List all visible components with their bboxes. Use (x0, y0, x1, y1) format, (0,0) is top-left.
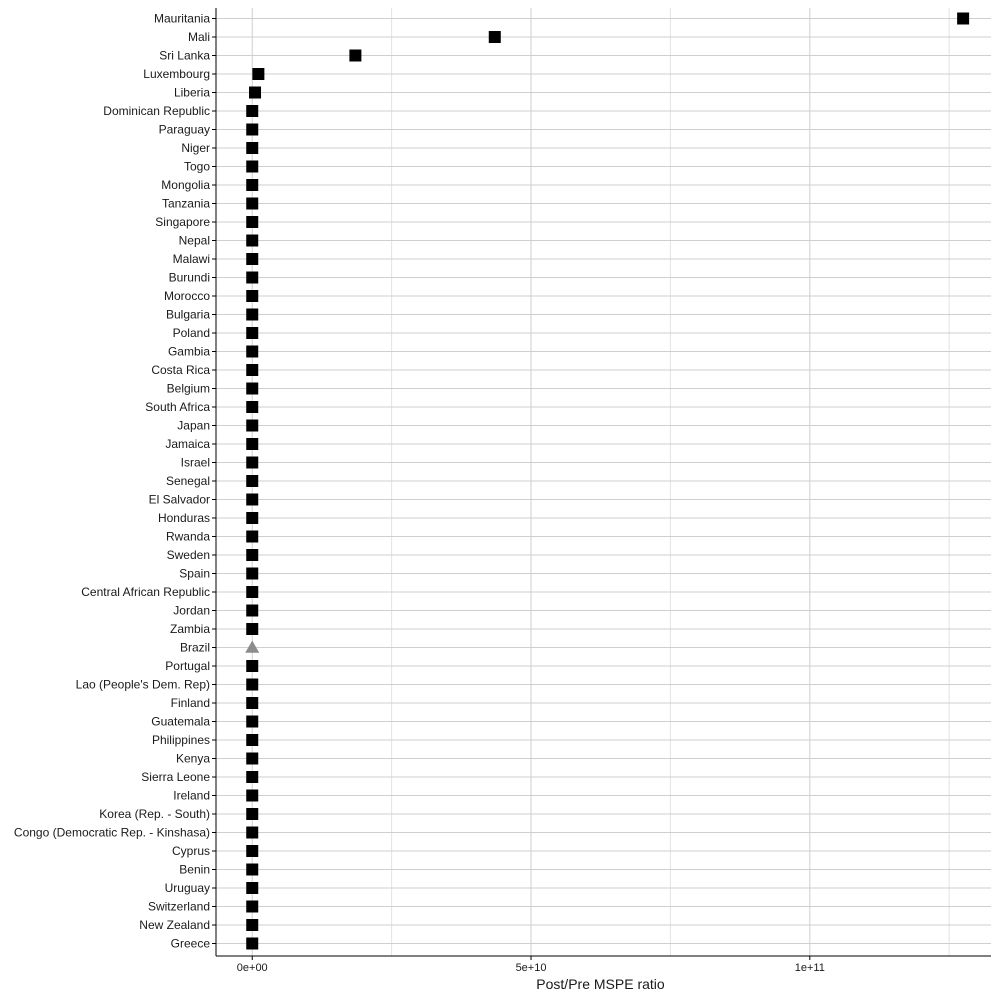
y-tick-label: Kenya (175, 751, 210, 766)
y-tick-label: Benin (179, 862, 210, 877)
square-marker (246, 882, 258, 894)
y-tick-label: Singapore (155, 215, 210, 229)
square-marker (246, 697, 258, 709)
y-tick-label: South Africa (145, 400, 210, 414)
x-tick-labels (237, 962, 825, 974)
square-marker (489, 31, 501, 43)
y-tick-label: Mauritania (153, 11, 210, 26)
y-tick-label: Belgium (166, 381, 210, 396)
y-tick-label: Costa Rica (151, 363, 210, 377)
y-tick-label: Nepal (178, 233, 210, 248)
square-marker (246, 327, 258, 339)
y-tick-label: Greece (170, 936, 210, 951)
square-marker (246, 531, 258, 543)
square-marker (246, 568, 258, 580)
square-marker (246, 753, 258, 765)
square-marker (246, 401, 258, 413)
y-tick-label: Uruguay (164, 881, 210, 895)
y-tick-label: Gambia (167, 344, 210, 359)
y-tick-label: Spain (179, 566, 210, 581)
square-marker (246, 216, 258, 228)
y-tick-label: Malawi (172, 252, 210, 266)
square-marker (249, 87, 261, 99)
square-marker (246, 790, 258, 802)
square-marker (252, 68, 264, 80)
square-marker (246, 253, 258, 265)
y-tick-label: Morocco (163, 289, 210, 303)
y-tick-label: Jamaica (165, 437, 210, 451)
y-tick-label: Senegal (165, 474, 210, 488)
y-tick-label: Sierra Leone (141, 770, 210, 784)
axis-layer (212, 8, 991, 960)
y-tick-label: Korea (Rep. - South) (99, 807, 210, 821)
square-marker (246, 346, 258, 358)
y-tick-label: Zambia (169, 622, 210, 636)
y-tick-label: Tanzania (161, 196, 210, 211)
square-marker (246, 827, 258, 839)
y-tick-label: Niger (181, 141, 210, 155)
highlight-triangle-marker (245, 641, 259, 653)
square-marker (246, 494, 258, 506)
grid-layer (216, 8, 991, 956)
y-tick-label: Japan (177, 418, 210, 433)
square-marker (246, 475, 258, 487)
y-tick-label: Sweden (166, 548, 210, 562)
y-tick-label: Lao (People's Dem. Rep) (75, 677, 210, 692)
square-marker (246, 586, 258, 598)
square-marker (246, 198, 258, 210)
square-marker (246, 919, 258, 931)
square-marker (246, 105, 258, 117)
y-tick-label: Philippines (151, 733, 210, 747)
square-marker (246, 716, 258, 728)
square-marker (246, 734, 258, 746)
x-tick-label: 1e+11 (794, 962, 825, 974)
y-tick-label: Burundi (168, 270, 210, 285)
y-tick-label: Switzerland (147, 899, 210, 914)
y-tick-label: New Zealand (139, 918, 210, 932)
square-marker (246, 771, 258, 783)
y-tick-label: Sri Lanka (159, 48, 210, 63)
square-marker (246, 457, 258, 469)
y-tick-label: Rwanda (165, 529, 210, 544)
square-marker (246, 272, 258, 284)
square-marker (957, 13, 969, 25)
y-tick-label: Cyprus (171, 844, 210, 858)
square-marker (246, 420, 258, 432)
x-tick-label: 5e+10 (515, 962, 547, 974)
y-tick-label: Portugal (165, 659, 210, 673)
square-marker (246, 438, 258, 450)
square-marker (246, 623, 258, 635)
y-tick-label: Poland (172, 326, 210, 340)
y-tick-label: Dominican Republic (103, 104, 210, 118)
y-tick-label: Togo (183, 159, 210, 174)
square-marker (246, 179, 258, 191)
square-marker (246, 660, 258, 672)
square-marker (246, 845, 258, 857)
y-tick-label: Liberia (173, 85, 210, 100)
square-marker (246, 161, 258, 173)
y-tick-labels (14, 12, 210, 951)
square-marker (246, 290, 258, 302)
square-marker (246, 364, 258, 376)
y-tick-label: Congo (Democratic Rep. - Kinshasa) (13, 825, 210, 840)
square-marker (246, 605, 258, 617)
y-tick-label: Guatemala (151, 714, 210, 729)
x-tick-label: 0e+00 (236, 962, 268, 974)
y-tick-label: Honduras (157, 511, 210, 525)
square-marker (246, 309, 258, 321)
y-tick-label: Central African Republic (81, 585, 210, 599)
y-tick-label: Luxembourg (143, 67, 210, 81)
y-tick-label: Bulgaria (165, 307, 210, 322)
square-marker (246, 864, 258, 876)
square-marker (246, 512, 258, 524)
y-tick-label: El Salvador (148, 492, 210, 507)
square-marker (246, 679, 258, 691)
y-tick-label: Mali (187, 30, 210, 44)
square-marker (246, 235, 258, 247)
square-marker (246, 124, 258, 136)
x-axis-title: Post/Pre MSPE ratio (536, 976, 665, 992)
y-tick-label: Brazil (179, 640, 210, 655)
square-marker (246, 142, 258, 154)
square-marker (246, 549, 258, 561)
y-tick-label: Ireland (173, 788, 210, 803)
y-tick-label: Israel (180, 455, 210, 470)
y-tick-label: Mongolia (161, 178, 210, 192)
square-marker (246, 901, 258, 913)
square-marker (349, 50, 361, 62)
y-tick-label: Paraguay (158, 122, 210, 137)
square-marker (246, 808, 258, 820)
square-marker (246, 383, 258, 395)
y-tick-label: Jordan (173, 603, 210, 618)
square-marker (246, 938, 258, 950)
y-tick-label: Finland (170, 696, 210, 710)
